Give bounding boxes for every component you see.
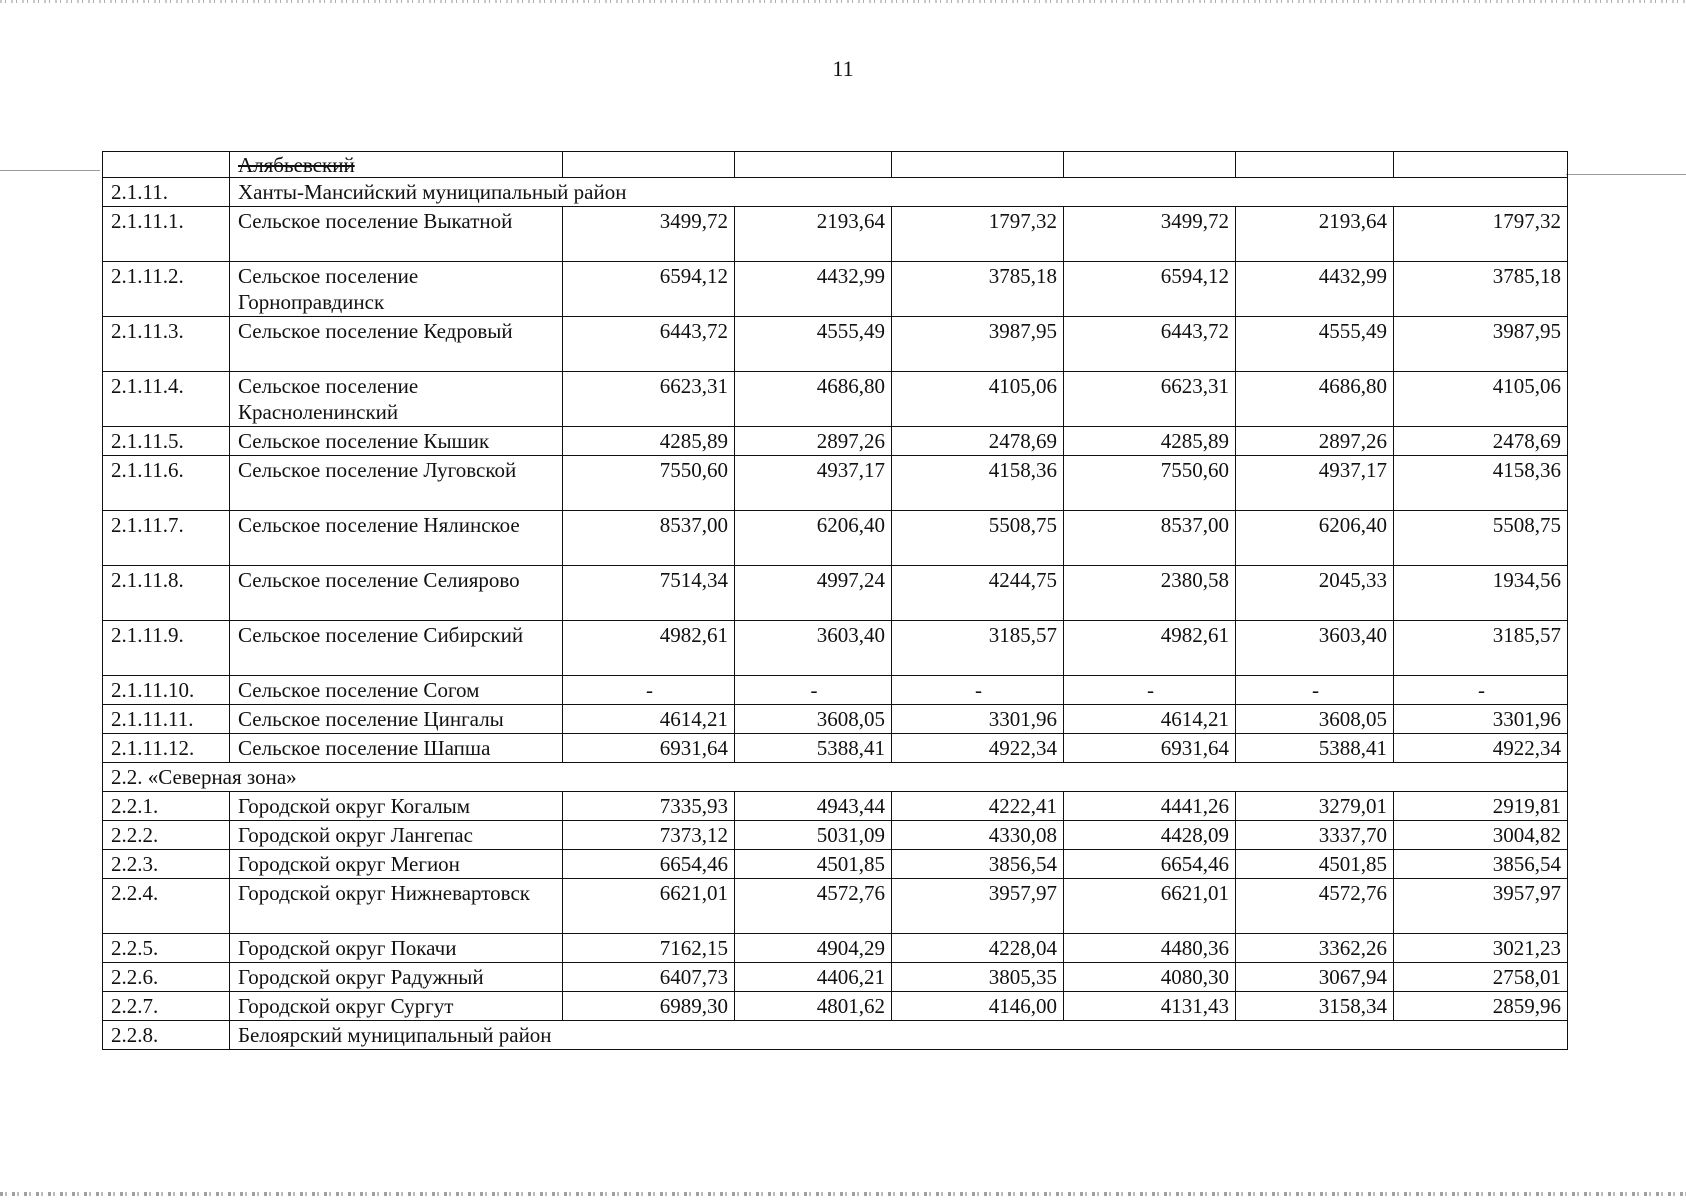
table-row [103,207,1568,262]
table-row [103,821,1568,850]
table-cell-value: - [1394,676,1568,705]
table-cell-value: 3608,05 [1236,705,1394,734]
table-cell-value: 3608,05 [735,705,892,734]
table-cell-value: 6623,31 [1064,372,1236,427]
table-cell-value: 3185,57 [892,621,1064,676]
table-row [103,317,1568,372]
table-cell-value: 2045,33 [1236,566,1394,621]
table-cell-value: 4904,29 [735,934,892,963]
table-cell-value: 4614,21 [563,705,735,734]
table-cell-value: 4555,49 [1236,317,1394,372]
table-cell-value: 4330,08 [892,821,1064,850]
table-cell-value: 7550,60 [1064,456,1236,511]
table-cell-code: 2.2.2. [103,821,230,850]
table-cell-value: 7373,12 [563,821,735,850]
table-cell-code: 2.2.1. [103,792,230,821]
table-cell-value: 6654,46 [1064,850,1236,879]
table-cell-name: Сельское поселение Шапша [230,734,563,763]
table-cell-code: 2.1.11.12. [103,734,230,763]
table-cell-value: 3987,95 [892,317,1064,372]
table-cell-value: 4801,62 [735,992,892,1021]
table-cell-value: 6621,01 [1064,879,1236,934]
table-cell-value [1236,152,1394,178]
table-cell-value: 6443,72 [563,317,735,372]
table-cell-name: Алябьевский [230,152,563,178]
table-cell-value: 4080,30 [1064,963,1236,992]
table-cell-value: 4146,00 [892,992,1064,1021]
table-cell-code: 2.1.11.2. [103,262,230,317]
table-cell-value: 4432,99 [1236,262,1394,317]
table-cell-code: 2.2.5. [103,934,230,963]
table-cell-value: 7514,34 [563,566,735,621]
table-cell-code: 2.1.11.5. [103,427,230,456]
table-cell-value: 6931,64 [563,734,735,763]
table-cell-value: 3805,35 [892,963,1064,992]
table-cell-value: 6594,12 [563,262,735,317]
fold-line-right [1566,174,1686,175]
table-cell-value: 4937,17 [735,456,892,511]
table-row [103,963,1568,992]
table-cell-value: 8537,00 [1064,511,1236,566]
table-cell-code: 2.2.3. [103,850,230,879]
table-row [103,511,1568,566]
table-row [103,372,1568,427]
table-cell-value: 6621,01 [563,879,735,934]
table-cell-value: 5388,41 [1236,734,1394,763]
table-cell-value: 3158,34 [1236,992,1394,1021]
table-cell-value [1064,152,1236,178]
table-cell-code: 2.1.11.4. [103,372,230,427]
table-cell-name: Сельское поселение Горноправдинск [230,262,563,317]
table-cell-code: 2.1.11.8. [103,566,230,621]
table-cell-value: 2380,58 [1064,566,1236,621]
table-cell-value: 4406,21 [735,963,892,992]
table-cell-value: 2897,26 [735,427,892,456]
table-cell-value [563,152,735,178]
section-heading-cell: Белоярский муниципальный район [230,1021,1568,1050]
table-cell-value: 3185,57 [1394,621,1568,676]
table-cell-value: 3785,18 [892,262,1064,317]
table-cell-value: 3004,82 [1394,821,1568,850]
table-cell-value: 2758,01 [1394,963,1568,992]
table-cell-value: 3785,18 [1394,262,1568,317]
table-row [103,456,1568,511]
table-cell-value: 3301,96 [1394,705,1568,734]
table-cell-value: - [735,676,892,705]
table-cell-value: 4982,61 [563,621,735,676]
table-row [103,850,1568,879]
table-cell-value: 3362,26 [1236,934,1394,963]
table-cell-value: 3279,01 [1236,792,1394,821]
table-cell-value: 4428,09 [1064,821,1236,850]
table-cell-value: 1934,56 [1394,566,1568,621]
table-cell-name: Сельское поселение Селиярово [230,566,563,621]
table-cell-name: Сельское поселение Цингалы [230,705,563,734]
table-cell-name: Сельское поселение Кышик [230,427,563,456]
table-cell-value: 4937,17 [1236,456,1394,511]
table-cell-name: Городской округ Мегион [230,850,563,879]
table-cell-value: 4686,80 [735,372,892,427]
table-cell-code: 2.1.11.11. [103,705,230,734]
table-cell-value: 6206,40 [735,511,892,566]
table-cell-name: Городской округ Покачи [230,934,563,963]
table-cell-code: 2.1.11.3. [103,317,230,372]
table-cell-value: 4572,76 [735,879,892,934]
table-cell-value: 4572,76 [1236,879,1394,934]
table-cell-value: 3603,40 [1236,621,1394,676]
table-cell-value: 2478,69 [1394,427,1568,456]
table-body [103,152,1568,1050]
table-cell-value: 2919,81 [1394,792,1568,821]
table-cell-value: 4997,24 [735,566,892,621]
table-cell-value: 6407,73 [563,963,735,992]
table-cell-value: 6594,12 [1064,262,1236,317]
table-cell-value: 8537,00 [563,511,735,566]
table-cell-value: 4131,43 [1064,992,1236,1021]
table-cell-value: 4158,36 [892,456,1064,511]
table-cell-value: 4501,85 [1236,850,1394,879]
table-row [103,621,1568,676]
table-cell-value: 6443,72 [1064,317,1236,372]
table-cell-name: Сельское поселение Нялинское [230,511,563,566]
table-cell-value: 3957,97 [1394,879,1568,934]
table-row [103,427,1568,456]
table-cell-value: 3987,95 [1394,317,1568,372]
table-cell-name: Городской округ Нижневартовск [230,879,563,934]
table-cell-name: Сельское поселение Красноленинский [230,372,563,427]
table-cell-value: 3337,70 [1236,821,1394,850]
table-cell-value: 7550,60 [563,456,735,511]
table-cell-code [103,152,230,178]
scan-edge-top [0,0,1686,3]
table-cell-name: Городской округ Когалым [230,792,563,821]
table-cell-value: 1797,32 [1394,207,1568,262]
table-cell-value: 2193,64 [1236,207,1394,262]
table-cell-value: 4222,41 [892,792,1064,821]
table-row-top-fragment [103,152,1568,178]
table-cell-code: 2.1.11.1. [103,207,230,262]
table-cell-value: 6654,46 [563,850,735,879]
table-cell-value: 4686,80 [1236,372,1394,427]
table-row [103,705,1568,734]
table-row [103,992,1568,1021]
table-cell-code: 2.1.11.10. [103,676,230,705]
table-cell-value: 4228,04 [892,934,1064,963]
table-row [103,934,1568,963]
table-cell-value: 4285,89 [1064,427,1236,456]
table-cell-value: 4480,36 [1064,934,1236,963]
table-cell-value: 2897,26 [1236,427,1394,456]
rates-table [102,151,1568,1050]
section-heading-cell: Ханты-Мансийский муниципальный район [230,178,1568,207]
table-cell-value: 5031,09 [735,821,892,850]
table-row [103,1021,1568,1050]
table-row [103,792,1568,821]
table-cell-value: 3856,54 [892,850,1064,879]
table-cell-value: - [1064,676,1236,705]
table-cell-value: 4441,26 [1064,792,1236,821]
page-number: 11 [832,56,854,81]
table-cell-code: 2.1.11. [103,178,230,207]
table-cell-value: 3021,23 [1394,934,1568,963]
table-cell-value: 3856,54 [1394,850,1568,879]
table-cell-value: 2478,69 [892,427,1064,456]
table-cell-name: Сельское поселение Кедровый [230,317,563,372]
table-cell-name: Сельское поселение Выкатной [230,207,563,262]
scan-edge-bottom [0,1192,1686,1196]
zone-heading-cell: 2.2. «Северная зона» [103,763,1568,792]
table-cell-value: 6931,64 [1064,734,1236,763]
table-cell-value: 4943,44 [735,792,892,821]
table-cell-value: 7335,93 [563,792,735,821]
fold-line-left [0,170,100,171]
table-cell-code: 2.1.11.6. [103,456,230,511]
table-cell-value: 2193,64 [735,207,892,262]
table-row [103,879,1568,934]
table-cell-value [1394,152,1568,178]
table-cell-code: 2.1.11.9. [103,621,230,676]
table-cell-name: Городской округ Радужный [230,963,563,992]
table-cell-value: 1797,32 [892,207,1064,262]
table-row [103,734,1568,763]
table-row [103,178,1568,207]
table-row [103,763,1568,792]
table-cell-code: 2.1.11.7. [103,511,230,566]
table-cell-value: 7162,15 [563,934,735,963]
table-row [103,262,1568,317]
table-cell-value: 4105,06 [1394,372,1568,427]
table-cell-value: 3067,94 [1236,963,1394,992]
table-cell-value: 6989,30 [563,992,735,1021]
table-cell-value: 4922,34 [1394,734,1568,763]
table-cell-code: 2.2.8. [103,1021,230,1050]
table-cell-value: 4244,75 [892,566,1064,621]
table-cell-value: 3603,40 [735,621,892,676]
table-cell-value: 4555,49 [735,317,892,372]
table-cell-value: 5388,41 [735,734,892,763]
table-cell-value: 6623,31 [563,372,735,427]
table-cell-value: 3499,72 [563,207,735,262]
table-cell-code: 2.2.7. [103,992,230,1021]
table-cell-code: 2.2.6. [103,963,230,992]
table-cell-value: - [563,676,735,705]
table-cell-value: 4614,21 [1064,705,1236,734]
table-cell-value [892,152,1064,178]
table-cell-value: 4158,36 [1394,456,1568,511]
table-cell-value: 4432,99 [735,262,892,317]
table-cell-value: 2859,96 [1394,992,1568,1021]
table-cell-name: Сельское поселение Сибирский [230,621,563,676]
table-row [103,676,1568,705]
table-cell-value: 3301,96 [892,705,1064,734]
table-cell-value: - [892,676,1064,705]
table-cell-name: Сельское поселение Согом [230,676,563,705]
table-cell-value: 3957,97 [892,879,1064,934]
table-cell-value: 4922,34 [892,734,1064,763]
table-cell-value: 4501,85 [735,850,892,879]
table-row [103,566,1568,621]
table-cell-value: 4285,89 [563,427,735,456]
table-cell-name: Сельское поселение Луговской [230,456,563,511]
table-cell-value: 6206,40 [1236,511,1394,566]
table-cell-name: Городской округ Лангепас [230,821,563,850]
table-cell-value: 4982,61 [1064,621,1236,676]
table-cell-value: 3499,72 [1064,207,1236,262]
table-cell-name: Городской округ Сургут [230,992,563,1021]
table-cell-value: 4105,06 [892,372,1064,427]
table-cell-code: 2.2.4. [103,879,230,934]
table-wrapper [102,151,1567,1050]
table-cell-value: 5508,75 [1394,511,1568,566]
table-cell-value: - [1236,676,1394,705]
table-cell-value [735,152,892,178]
table-cell-value: 5508,75 [892,511,1064,566]
